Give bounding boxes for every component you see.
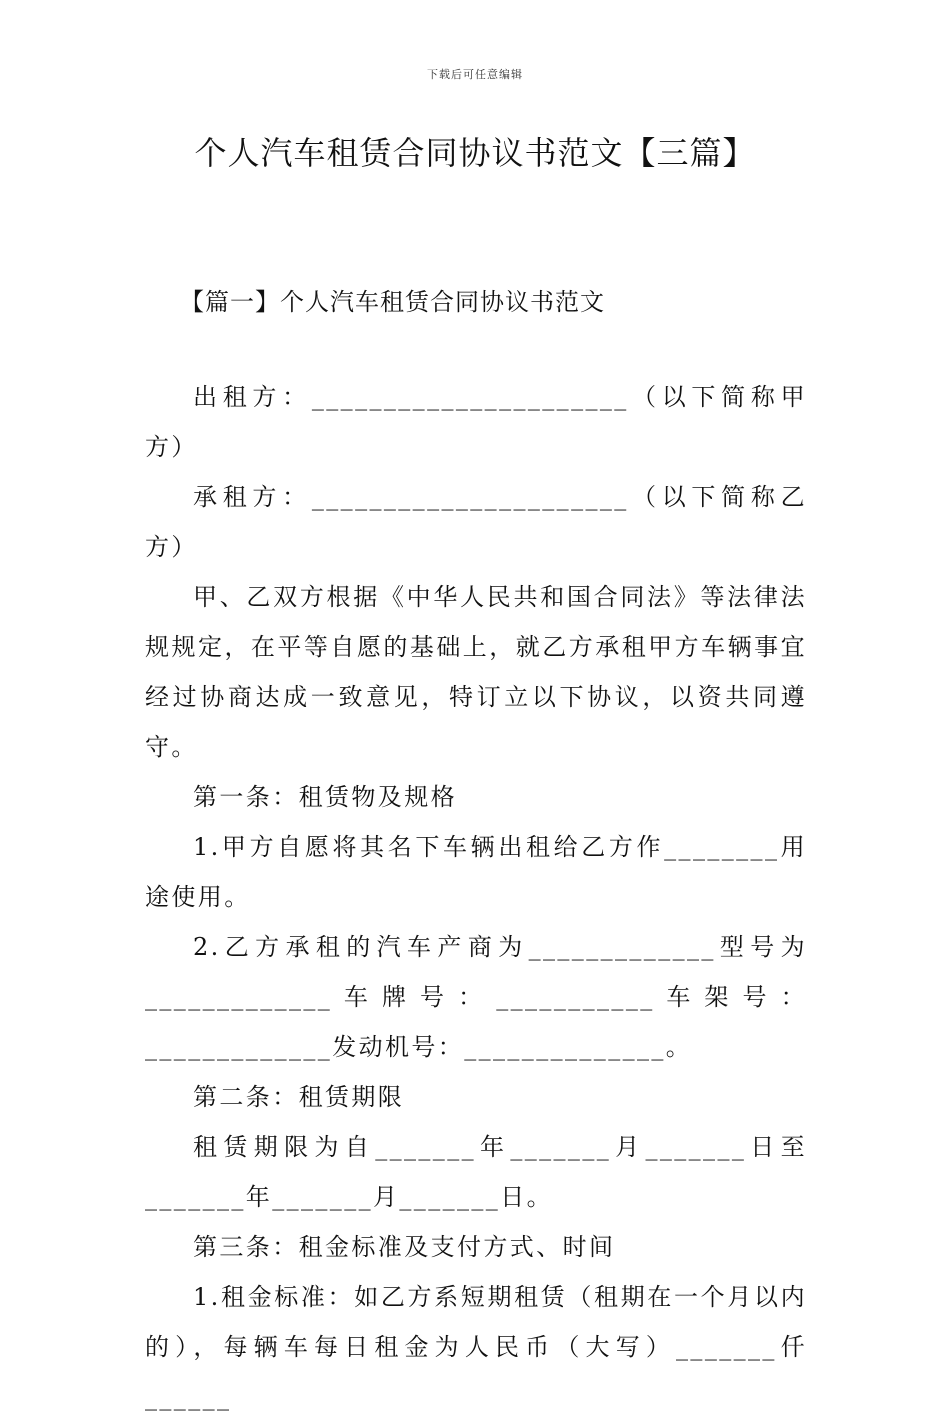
- article-1-heading: 第一条：租赁物及规格: [193, 783, 457, 811]
- article-1-clause-2: 2.乙方承租的汽车产商为_____________型号为_____________车牌号：___________车架号：_____________发动机号：______________。: [145, 933, 807, 1061]
- article-3-heading: 第三条：租金标准及支付方式、时间: [193, 1233, 616, 1261]
- article-1-clause-1: 1.甲方自愿将其名下车辆出租给乙方作________用途使用。: [145, 833, 807, 911]
- paragraph-lessor: 出租方：______________________（以下简称甲方）: [145, 383, 807, 461]
- section-title: 【篇一】个人汽车租赁合同协议书范文: [180, 288, 605, 316]
- header-note: 下载后可任意编辑: [427, 68, 523, 81]
- article-3-clause-1: 1.租金标准：如乙方系短期租赁（租期在一个月以内的），每辆车每日租金为人民币（大写）_______仟______: [145, 1283, 807, 1411]
- article-2-heading: 第二条：租赁期限: [193, 1083, 405, 1111]
- document-body: [145, 372, 807, 1422]
- paragraph-preamble: 甲、乙双方根据《中华人民共和国合同法》等法律法规规定，在平等自愿的基础上，就乙方承租甲方车辆事宜经过协商达成一致意见，特订立以下协议，以资共同遵守。: [145, 583, 807, 761]
- document-title: 个人汽车租赁合同协议书范文【三篇】: [194, 134, 756, 172]
- paragraph-lessee: 承租方：______________________（以下简称乙方）: [145, 483, 807, 561]
- article-2-term: 租赁期限为自_______年_______月_______日至_______年_______月_______日。: [145, 1133, 807, 1211]
